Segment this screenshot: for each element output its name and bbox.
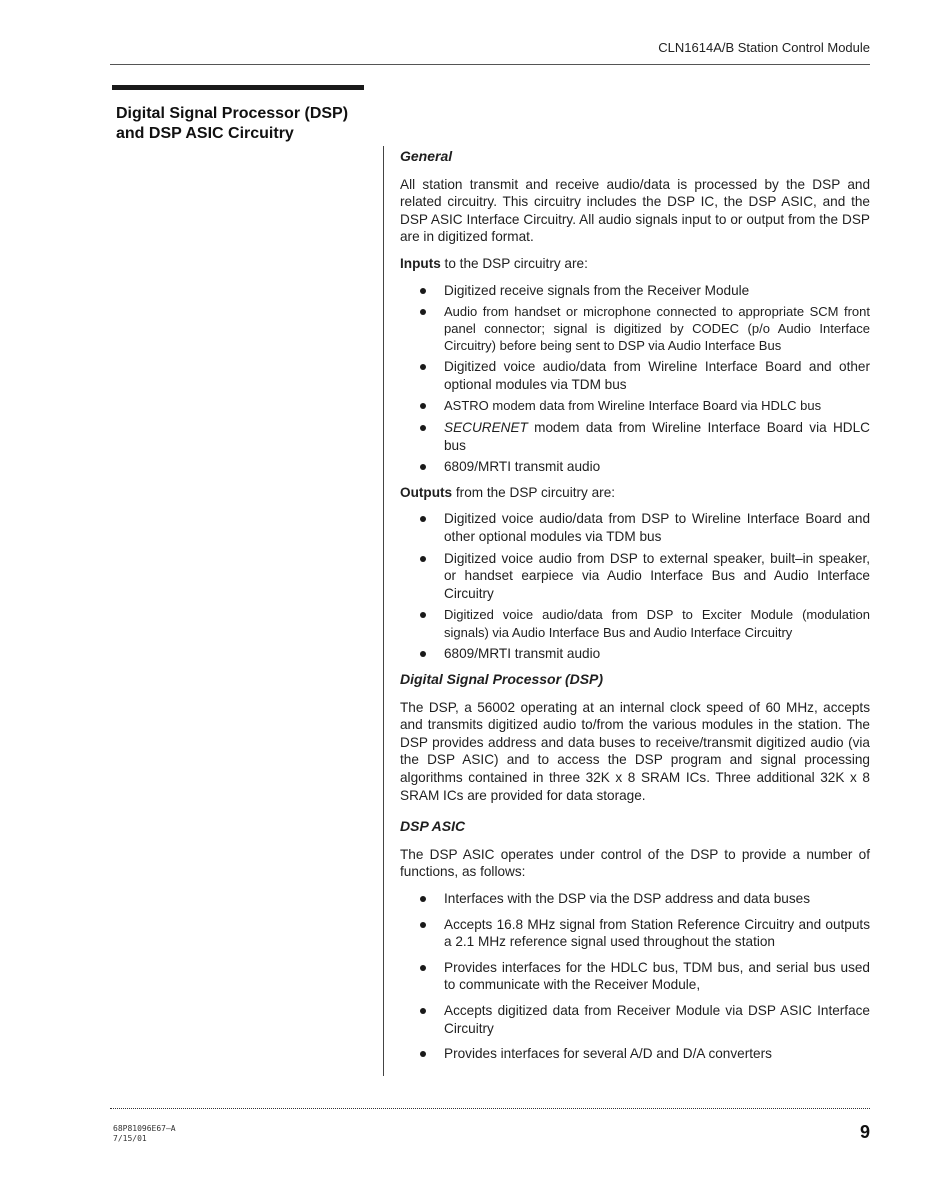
list-item: Interfaces with the DSP via the DSP address and data buses — [400, 890, 870, 908]
bullet-icon — [420, 516, 426, 522]
asic-paragraph: The DSP ASIC operates under control of the DSP to provide a number of functions, as follows: — [400, 846, 870, 880]
bullet-icon — [420, 1051, 426, 1057]
asic-functions-list — [400, 890, 870, 1063]
bullet-icon — [420, 1008, 426, 1014]
bullet-icon — [420, 403, 426, 409]
bullet-icon — [420, 965, 426, 971]
bullet-icon — [420, 288, 426, 294]
bullet-icon — [420, 364, 426, 370]
list-item: SECURENET modem data from Wireline Interface Board via HDLC bus — [400, 419, 870, 454]
inputs-label: Inputs — [400, 255, 441, 271]
outputs-intro-text: from the DSP circuitry are: — [452, 484, 616, 500]
column-divider — [383, 146, 384, 1076]
securenet-label: SECURENET — [444, 419, 528, 435]
general-heading: General — [400, 148, 453, 164]
outputs-label: Outputs — [400, 484, 453, 500]
list-item: Digitized voice audio from DSP to external speaker, built–in speaker, or handset earpiece via Audio Interface Bus and Audio Interface Circuitry — [400, 550, 870, 603]
list-item: Digitized receive signals from the Receiver Module — [400, 282, 870, 300]
dsp-paragraph: The DSP, a 56002 operating at an internal clock speed of 60 MHz, accepts and transmits digitized audio to/from the various modules in the station. The DSP provides address and data buses to receive/transmit digitized audio (via the DSP ASIC) and to access the DSP program and signal processing algorithms contained in three 32K x 8 SRAM ICs. Three additional 32K x 8 SRAM ICs are provided for data storage. — [400, 699, 870, 803]
list-item: Audio from handset or microphone connected to appropriate SCM front panel connector; signal is digitized by CODEC (p/o Audio Interface Circuitry) before being sent to DSP via Audio Interface Bus — [400, 303, 870, 354]
list-item: Provides interfaces for several A/D and D/A converters — [400, 1045, 870, 1063]
bullet-icon — [420, 556, 426, 562]
list-item: 6809/MRTI transmit audio — [400, 645, 870, 663]
inputs-list — [400, 282, 870, 476]
list-item: Digitized voice audio/data from DSP to Wireline Interface Board and other optional modules via TDM bus — [400, 510, 870, 545]
bullet-icon — [420, 464, 426, 470]
section-title-line2: and DSP ASIC Circuitry — [116, 125, 294, 142]
dsp-heading: Digital Signal Processor (DSP) — [400, 671, 604, 688]
asic-heading: DSP ASIC — [400, 818, 466, 835]
inputs-intro — [400, 255, 870, 273]
doc-date: 7/15/01 — [113, 1134, 147, 1143]
section-title-line1: Digital Signal Processor (DSP) — [116, 105, 349, 122]
section-heading-bar — [112, 85, 364, 90]
list-item: ASTRO modem data from Wireline Interface Board via HDLC bus — [400, 397, 870, 415]
bullet-icon — [420, 309, 426, 315]
footer-doc-info — [113, 1124, 176, 1144]
bullet-icon — [420, 612, 426, 618]
general-paragraph: All station transmit and receive audio/data is processed by the DSP and related circuitry. This circuitry includes the DSP IC, the DSP ASIC, and the DSP ASIC Interface Circuitry. All audio signals input to or output from the DSP are in digitized format. — [400, 176, 870, 245]
bullet-icon — [420, 922, 426, 928]
outputs-intro — [400, 484, 870, 502]
page-number: 9 — [859, 1122, 870, 1142]
body-column — [400, 148, 870, 1071]
list-item: 6809/MRTI transmit audio — [400, 458, 870, 476]
doc-code: 68P81096E67–A — [113, 1124, 176, 1133]
outputs-list — [400, 510, 870, 663]
bullet-icon — [420, 425, 426, 431]
header-divider — [110, 64, 870, 65]
inputs-intro-text: to the DSP circuitry are: — [440, 255, 588, 271]
list-item: Digitized voice audio/data from DSP to Exciter Module (modulation signals) via Audio Interface Bus and Audio Interface Circuitry — [400, 606, 870, 641]
running-header-title: CLN1614A/B Station Control Module — [658, 40, 870, 55]
bullet-icon — [420, 651, 426, 657]
list-item: Accepts digitized data from Receiver Module via DSP ASIC Interface Circuitry — [400, 1002, 870, 1037]
list-item: Digitized voice audio/data from Wireline Interface Board and other optional modules via TDM bus — [400, 358, 870, 393]
list-item: Provides interfaces for the HDLC bus, TDM bus, and serial bus used to communicate with the Receiver Module, — [400, 959, 870, 994]
bullet-icon — [420, 896, 426, 902]
footer-divider — [110, 1108, 870, 1109]
section-title — [116, 104, 376, 144]
list-item: Accepts 16.8 MHz signal from Station Reference Circuitry and outputs a 2.1 MHz reference signal used throughout the station — [400, 916, 870, 951]
